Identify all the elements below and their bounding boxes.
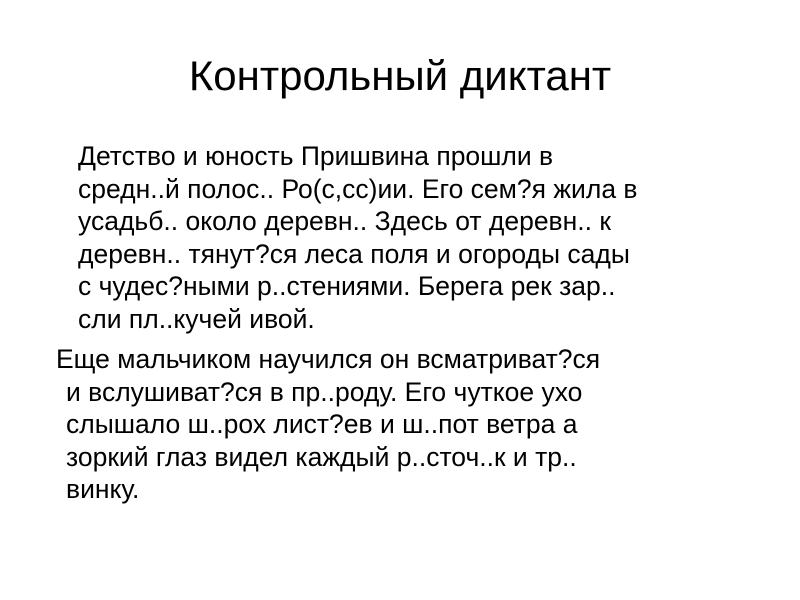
paragraph-line: слышало ш..рох лист?ев и ш..пот ветра а bbox=[66, 409, 578, 439]
paragraph-line: с чудес?ными р..стениями. Берега рек зар.. bbox=[78, 271, 616, 301]
paragraph-line: деревн.. тянут?ся леса поля и огороды сады bbox=[78, 238, 630, 269]
paragraph-line: Детство и юность Пришвина прошли в bbox=[78, 141, 554, 171]
paragraph-line: средн..й полос.. Ро(с,сс)ии. Его сем?я жила в bbox=[78, 173, 638, 204]
paragraph-2 bbox=[56, 343, 766, 506]
paragraph-line: винку. bbox=[66, 474, 140, 504]
paragraph-1 bbox=[76, 140, 766, 335]
slide-title: Контрольный диктант bbox=[188, 52, 612, 99]
slide-body bbox=[56, 140, 766, 514]
paragraph-line: усадьб.. около деревн.. Здесь от деревн.. к bbox=[78, 206, 611, 236]
paragraph-line: сли пл..кучей ивой. bbox=[78, 303, 315, 334]
paragraph-line: и вслушиват?ся в пр..роду. Его чуткое ухо bbox=[66, 376, 583, 407]
paragraph-line: зоркий глаз видел каждый р..сточ..к и тр.. bbox=[66, 441, 577, 472]
paragraph-line: Еще мальчиком научился он всматриват?ся bbox=[56, 344, 601, 374]
